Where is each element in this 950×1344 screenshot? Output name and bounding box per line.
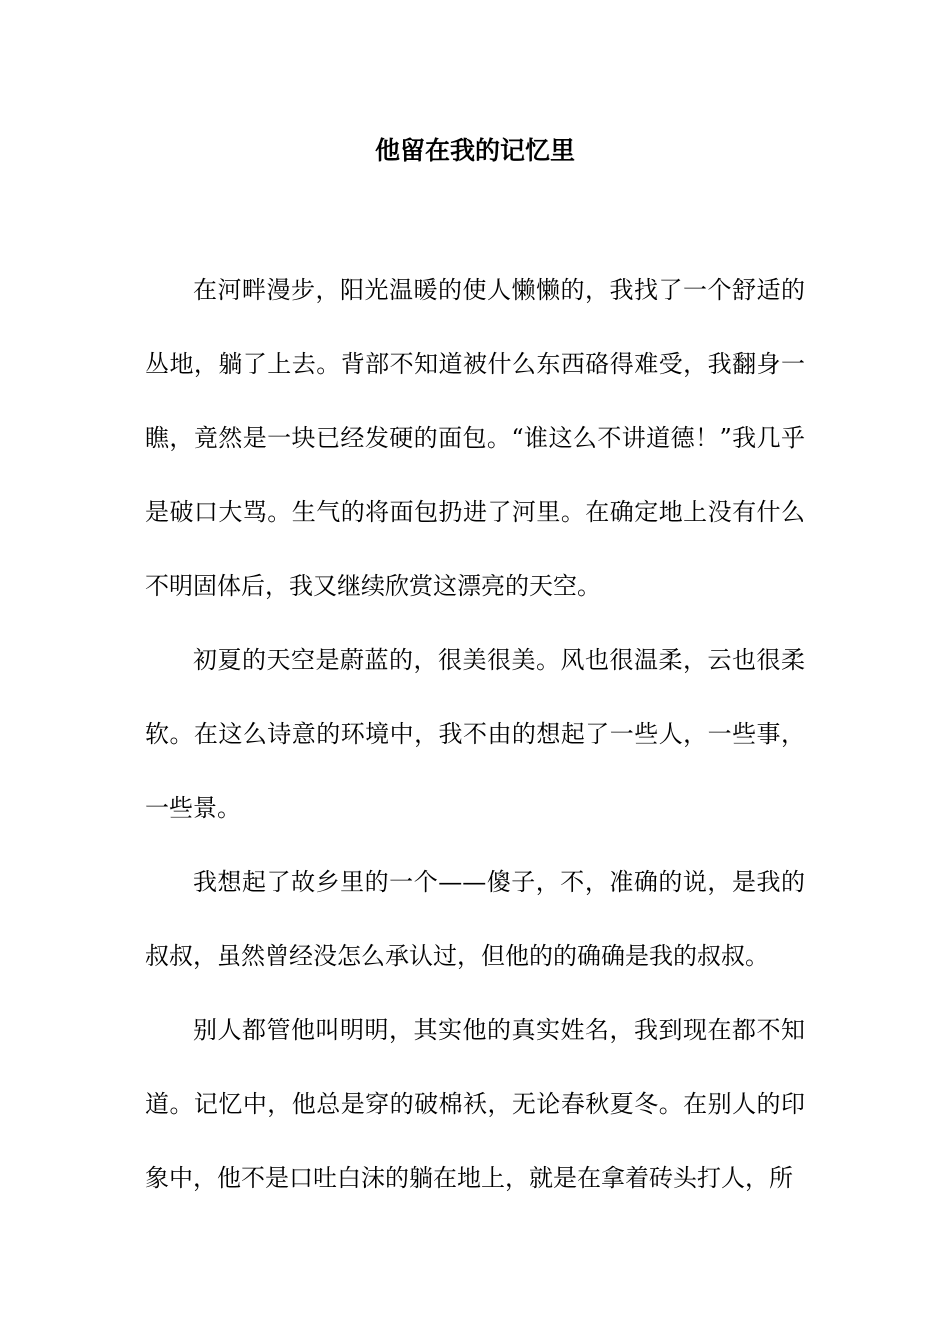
paragraph: 我想起了故乡里的一个——傻子，不，准确的说，是我的叔叔，虽然曾经没怎么承认过，但他的的确确是我的叔叔。 [145,868,805,970]
document-title: 他留在我的记忆里 [374,136,575,165]
paragraph: 初夏的天空是蔚蓝的，很美很美。风也很温柔，云也很柔软。在这么诗意的环境中，我不由的想起了一些人，一些事，一些景。 [145,646,805,822]
paragraph: 在河畔漫步，阳光温暖的使人懒懒的，我找了一个舒适的丛地，躺了上去。背部不知道被什么东西硌得难受，我翻身一瞧，竟然是一块已经发硬的面包。“谁这么不讲道德！”我几乎是破口大骂。生气的将面包扔进了河里。在确定地上没有什么不明固体后，我又继续欣赏这漂亮的天空。 [145,276,805,600]
paragraph: 别人都管他叫明明，其实他的真实姓名，我到现在都不知道。记忆中，他总是穿的破棉袄，无论春秋夏冬。在别人的印象中，他不是口吐白沫的躺在地上，就是在拿着砖头打人，所 [145,1016,805,1192]
document-body [145,253,805,1215]
